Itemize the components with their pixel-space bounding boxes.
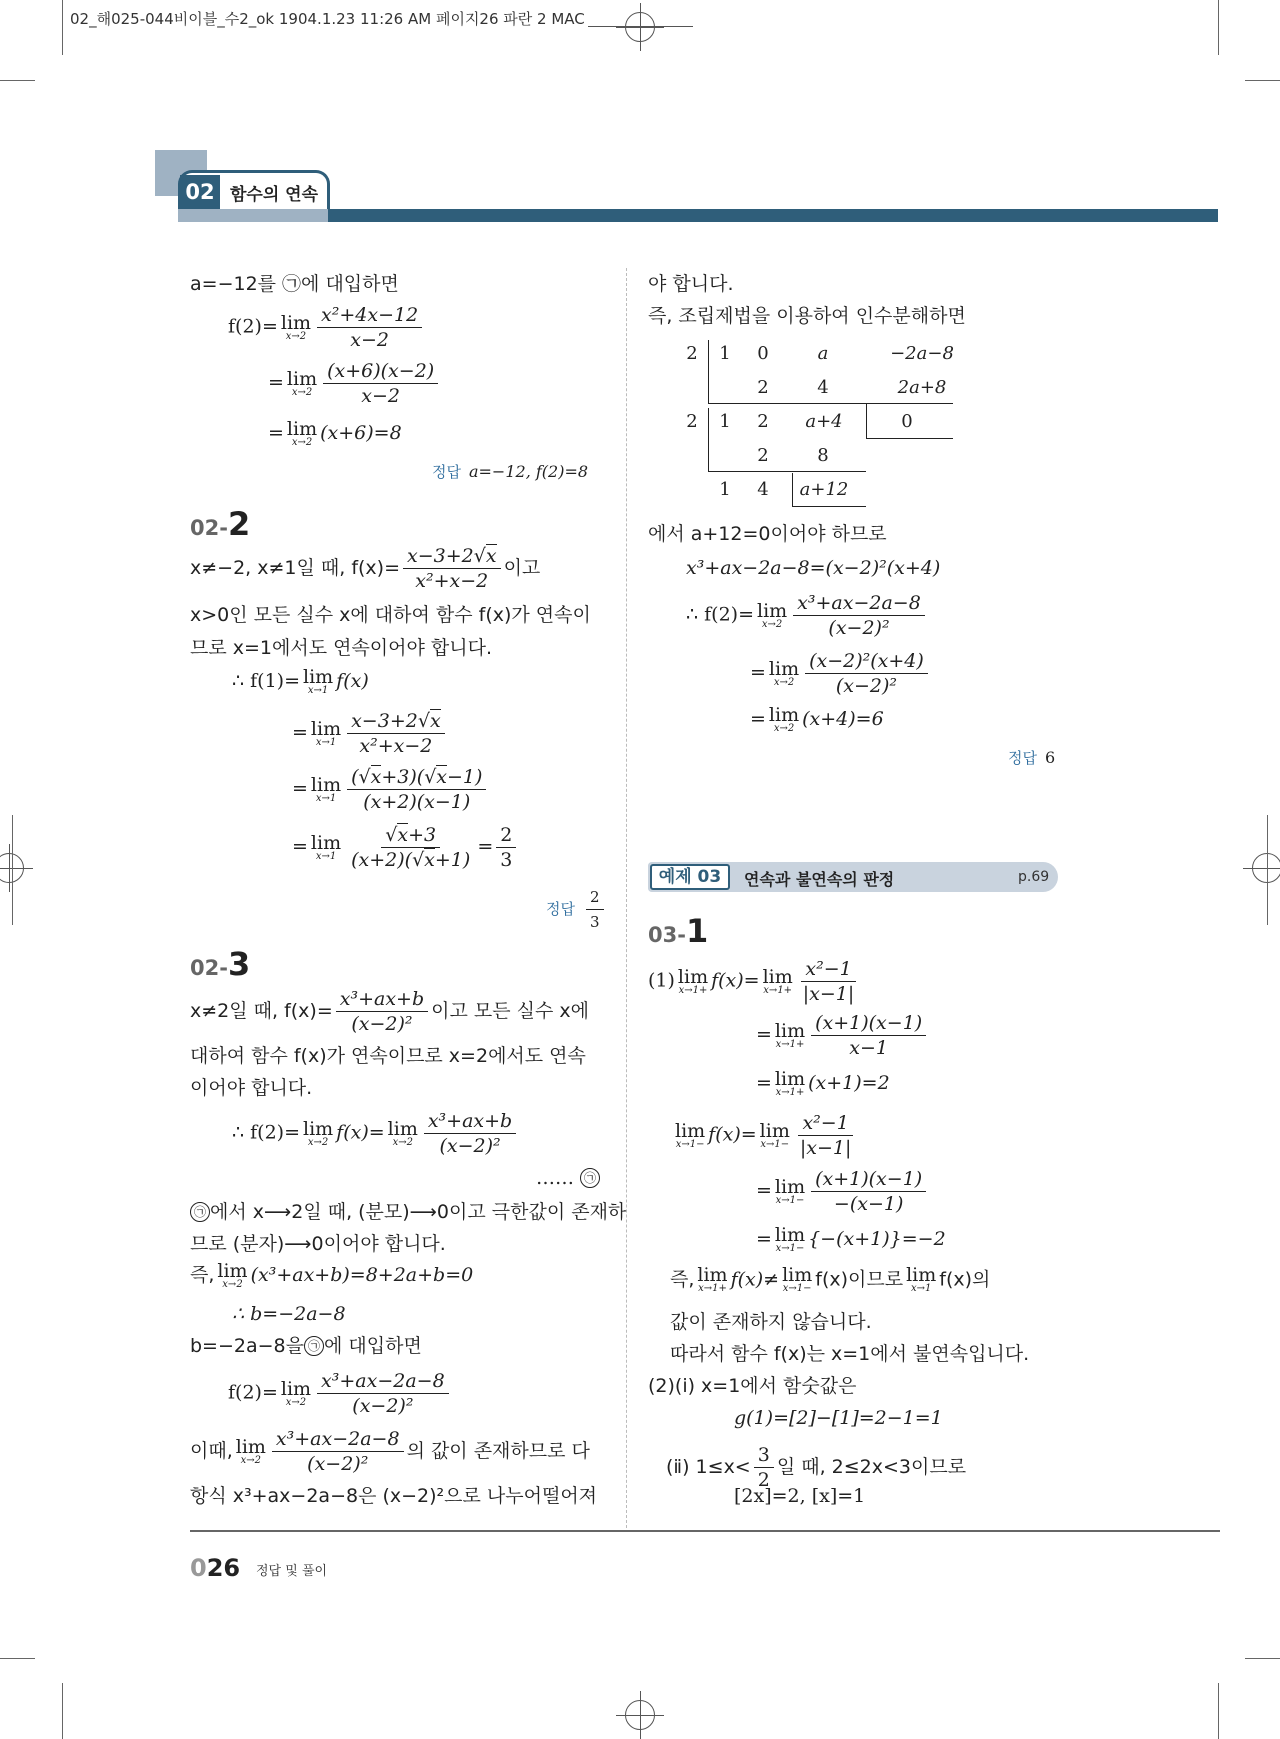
crop-mark xyxy=(12,815,13,925)
equation-line: f(2)= lim x→2 $\frac{\text{x³+ax−2a−8}}{\text{(x−2)²}}$ xyxy=(228,1370,452,1417)
crop-mark xyxy=(1245,80,1280,81)
chapter-number: 02 xyxy=(180,175,220,209)
section-heading-03-1: 03-1 xyxy=(648,912,709,950)
table-cell: 0 xyxy=(901,411,913,432)
equation-line: = lim x→2 $\frac{\text{(x−2)²(x+4)}}{\text{(x−2)²}}$ xyxy=(750,650,931,697)
table-cell: 1 xyxy=(719,411,731,432)
table-cell: 2 xyxy=(757,445,769,466)
equation-line: f(2)= lim x→2 $\frac{\text{x²+4x−12}}{x-2}$ xyxy=(228,304,425,351)
text-line: 므로 x=1에서도 연속이어야 합니다. xyxy=(190,637,493,659)
equation-line: 즉, lim x→1+ f(x)≠ lim x→1− f(x)이므로 lim x→1 f(x)의 xyxy=(670,1264,991,1294)
equation-line: x³+ax−2a−8=(x−2)²(x+4) xyxy=(686,557,941,579)
table-cell: 2 xyxy=(757,377,769,398)
equation-line: x≠−2, x≠1일 때, f(x)= $\frac{x-3+2√x}{\text{x²+x−2}}$ 이고 xyxy=(190,545,541,592)
table-rule xyxy=(708,408,709,472)
circle-mark: ㉠ xyxy=(580,1168,600,1188)
section-heading-02-2: 02-2 xyxy=(190,505,251,543)
equation-line: g(1)=[2]−[1]=2−1=1 xyxy=(734,1407,943,1429)
example-title: 연속과 불연속의 판정 xyxy=(744,870,895,889)
equation-line: = lim x→2 $\frac{(x+6)(x-2)}{x-2}$ xyxy=(268,360,441,407)
answer-line: 정답 a=−12, f(2)=8 xyxy=(432,462,589,481)
text-line: 값이 존재하지 않습니다. xyxy=(670,1311,872,1333)
table-cell: 0 xyxy=(757,343,769,364)
circle-mark: ㉠ xyxy=(190,1202,210,1222)
text-line: x>0인 모든 실수 x에 대하여 함수 f(x)가 연속이 xyxy=(190,604,591,626)
crop-mark xyxy=(1267,815,1268,925)
equation-line: (1) lim x→1+ f(x)= lim x→1+ $\frac{\text{x²−1}}{|x-1|}$ xyxy=(648,958,855,1005)
table-cell: a xyxy=(817,343,829,364)
text-line: 즉, 조립제법을 이용하여 인수분해하면 xyxy=(648,305,966,327)
text-line: 야 합니다. xyxy=(648,273,734,295)
table-rule xyxy=(708,403,953,404)
text-line: 따라서 함수 f(x)는 x=1에서 불연속입니다. xyxy=(670,1343,1030,1365)
crop-mark xyxy=(62,0,63,55)
equation-line: = lim x→2 (x+6)=8 xyxy=(268,418,402,448)
table-cell: 2a+8 xyxy=(897,377,947,398)
table-cell: 2 xyxy=(757,411,769,432)
table-rule xyxy=(866,438,953,439)
equation-line: 이때, lim x→2 $\frac{\text{x³+ax−2a−8}}{\text{(x−2)²}}$ 의 값이 존재하므로 다 xyxy=(190,1428,590,1475)
equation-line: ∴ b=−2a−8 xyxy=(232,1303,346,1325)
text-line: 항식 x³+ax−2a−8은 (x−2)²으로 나누어떨어져 xyxy=(190,1485,598,1507)
equation-line: ∴ f(1)= lim x→1 f(x) xyxy=(232,666,369,696)
table-rule xyxy=(708,471,866,472)
table-cell: 1 xyxy=(719,479,731,500)
crop-mark xyxy=(1218,0,1219,55)
equation-line: = lim x→2 (x+4)=6 xyxy=(750,704,884,734)
crop-mark xyxy=(62,1683,63,1739)
text-line: (2)(ⅰ) x=1에서 함숫값은 xyxy=(648,1375,857,1397)
text-line: 대하여 함수 f(x)가 연속이므로 x=2에서도 연속 xyxy=(190,1045,586,1067)
equation-line: = lim x→1+ (x+1)=2 xyxy=(756,1068,890,1098)
equation-line: (ⅱ) 1≤x< $\frac{3}{2}$ 일 때, 2≤2x<3이므로 xyxy=(666,1444,967,1491)
table-rule xyxy=(792,473,793,507)
section-heading-02-3: 02-3 xyxy=(190,945,251,983)
equation-line: ∴ f(2)= lim x→2 $\frac{\text{x³+ax−2a−8}}{\text{(x−2)²}}$ xyxy=(686,592,928,639)
table-cell: a+12 xyxy=(799,479,849,500)
text-line: ㉠ 에서 x⟶2일 때, (분모)⟶0이고 극한값이 존재하 xyxy=(190,1200,626,1224)
chapter-bar-light xyxy=(178,209,328,222)
table-cell: 4 xyxy=(757,479,769,500)
table-cell: a+4 xyxy=(805,411,843,432)
crop-mark xyxy=(0,80,35,81)
text-line: b=−2a−8을 ㉠ 에 대입하면 xyxy=(190,1335,422,1357)
text-line: 므로 (분자)⟶0이어야 합니다. xyxy=(190,1233,446,1255)
equation-line: = lim x→1 $\frac{x-3+2√x}{\text{x²+x−2}}$ xyxy=(292,710,448,757)
text-line: a=−12를 ㉠에 대입하면 xyxy=(190,273,399,295)
circle-mark: ㉠ xyxy=(304,1336,324,1356)
chapter-bar xyxy=(328,209,1218,222)
answer-line: 정답 $\frac{2}{3}$ xyxy=(546,886,607,933)
crop-mark xyxy=(0,1658,35,1659)
registration-mark-right xyxy=(1252,853,1280,883)
answer-line: 정답 6 xyxy=(1008,748,1056,767)
footer-rule xyxy=(190,1530,1220,1532)
equation-line: = lim x→1− {−(x+1)}=−2 xyxy=(756,1224,946,1254)
equation-line: lim x→1− f(x)= lim x→1− $\frac{\text{x²−1}}{|x-1|}$ xyxy=(675,1112,852,1159)
equation-line: 즉, lim x→2 (x³+ax+b)=8+2a+b=0 xyxy=(190,1260,474,1290)
equation-line: = lim x→1 $\frac{√x+3}{(x+2)(√x+1)}$ = $\frac{2}{3}$ xyxy=(292,824,519,871)
table-rule xyxy=(792,506,866,507)
registration-mark-top xyxy=(625,12,655,42)
table-cell: −2a−8 xyxy=(890,343,954,364)
table-cell: 4 xyxy=(817,377,829,398)
print-slug: 02_해025-044비이블_수2_ok 1904.1.23 11:26 AM 페이지26 파란 2 MAC xyxy=(70,10,585,28)
equation-line: x≠2일 때, f(x)= $\frac{\text{x³+ax+b}}{\text{(x−2)²}}$ 이고 모든 실수 x에 xyxy=(190,988,589,1035)
equation-line: [2x]=2, [x]=1 xyxy=(734,1485,866,1507)
example-page-ref: p.69 xyxy=(1018,869,1050,885)
crop-mark xyxy=(1245,1658,1280,1659)
table-rule xyxy=(866,403,867,439)
table-cell: 2 xyxy=(686,343,698,364)
equation-line: = lim x→1− $\frac{(x+1)(x-1)}{-(x-1)}$ xyxy=(756,1168,929,1215)
table-cell: 1 xyxy=(719,343,731,364)
table-rule xyxy=(708,340,709,404)
crop-mark xyxy=(1218,1683,1219,1739)
column-divider xyxy=(626,268,627,1528)
registration-mark-bottom xyxy=(625,1700,655,1730)
text-line: 이어야 합니다. xyxy=(190,1077,313,1099)
equation-line: = lim x→1 $\frac{(√x+3)(√x-1)}{(x+2)(x-1)}$ xyxy=(292,766,489,813)
text-line: 에서 a+12=0이어야 하므로 xyxy=(648,523,887,545)
equation-line: = lim x→1+ $\frac{(x+1)(x-1)}{x-1}$ xyxy=(756,1012,929,1059)
table-cell: 8 xyxy=(817,445,829,466)
page-number: 026 xyxy=(190,1554,241,1582)
equation-tag: …… ㉠ xyxy=(536,1166,600,1190)
example-badge: 예제 03 xyxy=(650,864,730,890)
footer-text: 정답 및 풀이 xyxy=(256,1564,328,1579)
equation-line: ∴ f(2)= lim x→2 f(x)= lim x→2 $\frac{\text{x³+ax+b}}{\text{(x−2)²}}$ xyxy=(232,1110,519,1157)
table-cell: 2 xyxy=(686,411,698,432)
chapter-title: 함수의 연속 xyxy=(230,185,319,205)
